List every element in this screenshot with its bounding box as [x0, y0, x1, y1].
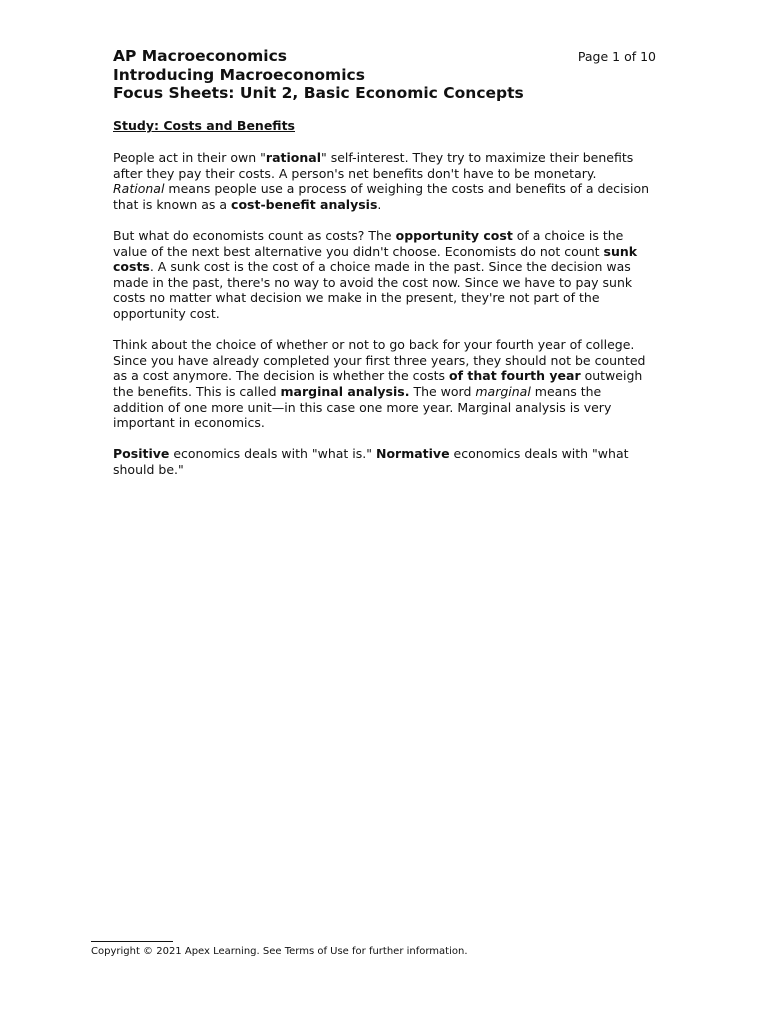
- text-run: " self-interest. They try to maximize their benefits: [320, 150, 634, 165]
- text-run: economics deals with "what is.": [169, 446, 376, 462]
- text-run: . A sunk cost is the cost of a choice made in the past. Since the decision was: [149, 259, 631, 275]
- text-line: [113, 259, 658, 275]
- text-line: [113, 384, 658, 400]
- text-run: The word: [409, 383, 476, 399]
- unit-subtitle: Introducing Macroeconomics: [113, 65, 365, 84]
- text-line: [113, 197, 658, 213]
- study-heading: Study: Costs and Benefits: [113, 118, 295, 133]
- course-title: AP Macroeconomics: [113, 47, 288, 65]
- text-run: But what do economists count as costs? The: [113, 227, 396, 243]
- page-number: Page 1 of 10: [577, 49, 656, 64]
- text-run: People act in their own ": [113, 150, 266, 165]
- text-run: important in economics.: [113, 415, 265, 431]
- text-run: the benefits. This is called: [113, 383, 281, 399]
- copyright-footer: Copyright © 2021 Apex Learning. See Terms of Use for further information.: [91, 946, 468, 957]
- text-run: should be.": [113, 461, 184, 477]
- italic-term: Rational: [113, 181, 165, 197]
- bold-term: marginal analysis.: [280, 383, 410, 399]
- text-line: [113, 415, 658, 431]
- body-text: [113, 150, 658, 493]
- bold-term: cost-benefit analysis: [231, 196, 378, 212]
- bold-term: of that fourth year: [449, 368, 581, 384]
- bold-term: Normative: [376, 446, 450, 462]
- bold-term: rational: [265, 150, 321, 165]
- text-run: addition of one more unit—in this case one more year. Marginal analysis is very: [113, 399, 612, 415]
- paragraph: [113, 150, 658, 212]
- text-run: as a cost anymore. The decision is whether the costs: [113, 368, 450, 384]
- bold-term: opportunity cost: [395, 227, 513, 243]
- text-run: Think about the choice of whether or not to go back for your fourth year of college.: [113, 337, 635, 353]
- text-line: [113, 166, 658, 182]
- text-run: .: [377, 196, 382, 212]
- italic-term: marginal: [475, 383, 531, 399]
- text-line: [113, 337, 658, 353]
- text-line: [113, 353, 658, 369]
- text-run: Since you have already completed your first three years, they should not be counted: [113, 352, 646, 368]
- paragraph: [113, 228, 658, 322]
- text-line: [113, 446, 658, 462]
- text-run: opportunity cost.: [113, 305, 220, 321]
- focus-sheet-title: Focus Sheets: Unit 2, Basic Economic Concepts: [113, 84, 524, 102]
- paragraph: [113, 446, 658, 477]
- text-line: [113, 228, 658, 244]
- bold-term: Positive: [113, 446, 170, 462]
- text-line: [113, 462, 658, 478]
- text-run: means the: [530, 383, 602, 399]
- footer-divider: [91, 941, 173, 942]
- text-run: value of the next best alternative you didn't choose. Economists do not count: [113, 243, 604, 259]
- bold-term: sunk: [603, 243, 638, 259]
- text-line: [113, 400, 658, 416]
- page-header: [113, 47, 656, 103]
- bold-term: costs: [113, 259, 150, 275]
- text-run: made in the past, there's no way to avoid the cost now. Since we have to pay sunk: [113, 274, 633, 290]
- text-line: [113, 150, 658, 166]
- text-run: economics deals with "what: [449, 446, 629, 462]
- text-line: [113, 244, 658, 260]
- text-run: after they pay their costs. A person's net benefits don't have to be monetary.: [113, 165, 597, 181]
- text-run: of a choice is the: [512, 227, 624, 243]
- text-run: means people use a process of weighing the costs and benefits of a decision: [164, 181, 650, 197]
- text-line: [113, 181, 658, 197]
- text-line: [113, 306, 658, 322]
- text-run: costs no matter what decision we make in the present, they're not part of the: [113, 290, 600, 306]
- paragraph: [113, 337, 658, 431]
- text-run: outweigh: [580, 368, 643, 384]
- text-line: [113, 275, 658, 291]
- text-line: [113, 290, 658, 306]
- text-run: that is known as a: [113, 196, 232, 212]
- text-line: [113, 368, 658, 384]
